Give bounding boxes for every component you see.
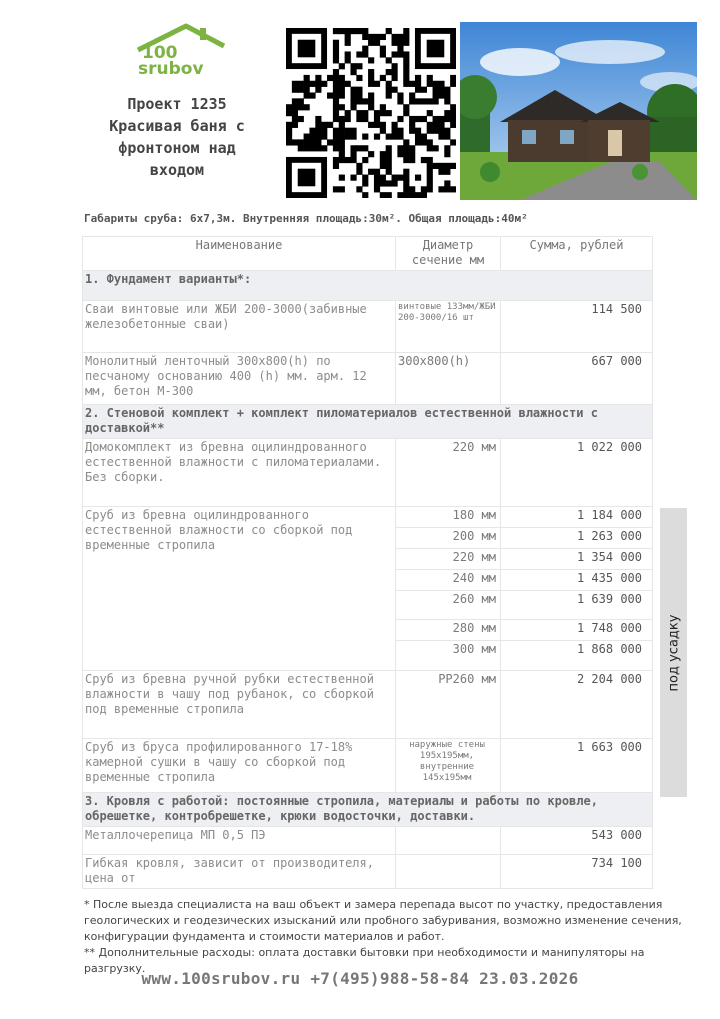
row-sum: 1 868 000	[501, 641, 653, 671]
row-diameter: 200 мм	[396, 528, 501, 549]
row-name: Сваи винтовые или ЖБИ 200-3000(забивные железобетонные сваи)	[83, 301, 396, 353]
row-name: Сруб из бревна ручной рубки естественной влажности в чашу под рубанок, со сборкой под временные стропила	[83, 671, 396, 739]
section-row	[83, 271, 653, 301]
title-line: входом	[149, 161, 205, 179]
row-name: Сруб из бревна оцилиндрованного естественной влажности со сборкой под временные стропила	[83, 507, 396, 671]
table-row	[83, 439, 653, 507]
row-diameter: 260 мм	[396, 591, 501, 620]
section-roof: 3. Кровля с работой: постоянные стропила, материалы и работы по кровле, обрешетке, контробрешетке, крюки водосточки, доставки.	[83, 793, 653, 827]
row-diameter: 220 мм	[396, 549, 501, 570]
table-row	[83, 739, 653, 793]
title-line: Красивая баня с	[109, 117, 245, 135]
row-diameter: винтовые 133мм/ЖБИ 200-3000/16 шт	[396, 301, 501, 353]
row-sum: 2 204 000	[501, 671, 653, 739]
price-table	[82, 236, 653, 889]
row-sum: 543 000	[501, 827, 653, 855]
table-row	[83, 827, 653, 855]
row-sum: 667 000	[501, 353, 653, 405]
row-diameter	[396, 855, 501, 889]
section-walls: 2. Стеновой комплект + комплект пиломатериалов естественной влажности с доставкой**	[83, 405, 653, 439]
row-diameter: наружные стены 195х195мм, внутренние 145х195мм	[396, 739, 501, 793]
row-sum: 1 354 000	[501, 549, 653, 570]
table-row	[83, 507, 653, 528]
row-diameter: 300 мм	[396, 641, 501, 671]
row-name: Монолитный ленточный 300х800(h) по песчаному основанию 400 (h) мм. арм. 12 мм, бетон М-300	[83, 353, 396, 405]
dimensions-text: Габариты сруба: 6х7,3м. Внутренняя площадь:30м². Общая площадь:40м²	[84, 212, 528, 225]
svg-text:100: 100	[142, 43, 178, 63]
section-foundation: 1. Фундамент варианты*:	[83, 271, 653, 301]
row-diameter: 240 мм	[396, 570, 501, 591]
side-label-text: под усадку	[666, 614, 681, 691]
qr-code	[286, 28, 456, 198]
row-diameter: 180 мм	[396, 507, 501, 528]
title-line: фронтоном над	[118, 139, 236, 157]
table-row	[83, 671, 653, 739]
section-row	[83, 405, 653, 439]
row-name: Домокомплект из бревна оцилиндрованного естественной влажности с пиломатериалами. Без сборки.	[83, 439, 396, 507]
row-name: Металлочерепица МП 0,5 ПЭ	[83, 827, 396, 855]
header-sum: Сумма, рублей	[501, 237, 653, 271]
row-diameter: РР260 мм	[396, 671, 501, 739]
table-row	[83, 855, 653, 889]
row-sum: 1 663 000	[501, 739, 653, 793]
header-name: Наименование	[83, 237, 396, 271]
row-sum: 1 263 000	[501, 528, 653, 549]
header-diameter: Диаметр сечение мм	[396, 237, 501, 271]
footnotes	[84, 897, 704, 977]
row-diameter: 220 мм	[396, 439, 501, 507]
table-header-row	[83, 237, 653, 271]
row-sum: 1 435 000	[501, 570, 653, 591]
row-sum: 1 184 000	[501, 507, 653, 528]
title-line: Проект 1235	[127, 95, 227, 113]
section-row	[83, 793, 653, 827]
row-diameter: 280 мм	[396, 620, 501, 641]
row-name: Гибкая кровля, зависит от производителя, цена от	[83, 855, 396, 889]
footnote: * После выезда специалиста на ваш объект и замера перепада высот по участку, предоставления геологических и геодезических изысканий или пробного забуривания, возможно изменение сечения, конфигурации фундамента и стоимости материалов и работ.	[84, 898, 682, 943]
svg-text:srubov: srubov	[138, 59, 204, 78]
footer-contacts: www.100srubov.ru +7(495)988-58-84 23.03.2026	[141, 969, 579, 988]
company-logo	[128, 22, 228, 78]
row-sum: 734 100	[501, 855, 653, 889]
bathhouse-photo	[460, 22, 697, 200]
row-diameter	[396, 827, 501, 855]
row-sum: 114 500	[501, 301, 653, 353]
footnote: ** Дополнительные расходы: оплата доставки бытовки при необходимости и манипуляторы на разгрузку.	[84, 946, 645, 975]
shrinkage-side-label	[660, 508, 687, 797]
table-row	[83, 301, 653, 353]
project-title	[82, 93, 272, 181]
row-diameter: 300х800(h)	[396, 353, 501, 405]
row-sum: 1 748 000	[501, 620, 653, 641]
table-row	[83, 353, 653, 405]
row-name: Сруб из бруса профилированного 17-18% камерной сушки в чашу со сборкой под временные стропила	[83, 739, 396, 793]
row-sum: 1 639 000	[501, 591, 653, 620]
row-sum: 1 022 000	[501, 439, 653, 507]
